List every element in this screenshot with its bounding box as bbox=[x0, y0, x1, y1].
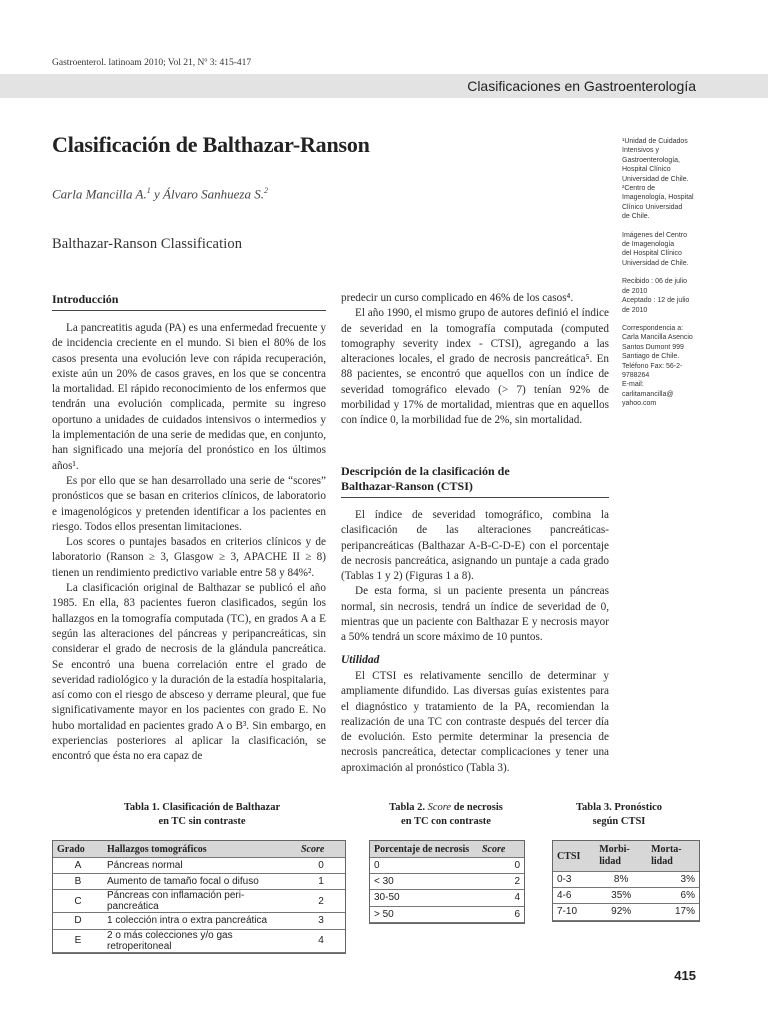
sidebar bbox=[622, 137, 718, 418]
sidebar-line: E-mail: bbox=[622, 381, 644, 389]
table-3-caption-line-1: Tabla 3. Pronóstico bbox=[575, 802, 663, 813]
t2-header-score: Score bbox=[478, 841, 524, 858]
table-row bbox=[53, 858, 345, 874]
sidebar-line: Carla Mancilla Asencio bbox=[622, 334, 693, 342]
sidebar-line: Hospital Clínico bbox=[622, 166, 671, 174]
table-cell: 3% bbox=[647, 872, 699, 888]
table-cell: 92% bbox=[595, 904, 647, 920]
affiliations bbox=[622, 137, 718, 222]
table-cell: 0 bbox=[478, 858, 524, 874]
intro-paragraph-1: La pancreatitis aguda (PA) es una enfermedad frecuente y de incidencia creciente en el mundo. Si bien el 80% de los casos presenta una evolución leve con rápida recuperación, existe aún un 20% de casos graves, en los que se concentra la mortalidad. El rápido reconocimiento de los enfermos que tendrán una evolución complicada, permite su ingreso oportuno a unidades de cuidados intensivos o intermedios y la implementación de una serie de medidas que, en conjunto, han significado una mejoría del pronóstico en los últimos años¹. bbox=[52, 322, 326, 472]
table-cell: 4 bbox=[297, 929, 345, 952]
t1-header-grado: Grado bbox=[53, 841, 103, 858]
table-cell: 4 bbox=[478, 890, 524, 906]
sidebar-line: de Chile. bbox=[622, 213, 650, 221]
sidebar-line: de 2010 bbox=[622, 287, 648, 295]
table-cell: 4-6 bbox=[553, 888, 595, 904]
intro-heading-rule bbox=[52, 310, 326, 311]
ctsi-heading-wrap bbox=[341, 464, 609, 498]
table-cell: 0 bbox=[297, 858, 345, 874]
intro-paragraph-4: La clasificación original de Balthazar se publicó el año 1985. En ella, 83 pacientes fueron clasificados, según los hallazgos en la tomografía computada (TC), en grados A a E según las alteraciones del páncreas y peripancreáticas, sin considerar el grado de necrosis de la glándula pancreática. Se encontró una buena correlación entre el grado de severidad radiológico y la duración de la estadía hospitalaria, así como con el riesgo de absceso y derrame pleural, que fue significativamente mayor en los pacientes con grado E. No hubo mortalidad en pacientes grado A o B³. Sin embargo, en experiencias posteriores al aplicar la clasificación, se encontró que ésta no era capaz de bbox=[52, 582, 326, 763]
table-1-caption bbox=[52, 801, 352, 829]
table-row bbox=[553, 872, 699, 888]
table-cell: 6 bbox=[478, 906, 524, 922]
t3-header-ctsi: CTSI bbox=[553, 841, 595, 872]
utilidad-subhead: Utilidad bbox=[341, 654, 380, 666]
right-column-bottom bbox=[341, 669, 609, 776]
t2-header-porcentaje: Porcentaje de necrosis bbox=[370, 841, 478, 858]
sidebar-line: Teléfono Fax: 56-2- bbox=[622, 362, 683, 370]
table-3-caption-line-2: según CTSI bbox=[592, 816, 646, 827]
sidebar-line: Gastroenterología, bbox=[622, 156, 680, 164]
table-3 bbox=[552, 840, 700, 922]
table-cell: 35% bbox=[595, 888, 647, 904]
table-2-caption-b: Score bbox=[427, 802, 452, 813]
t1-header-score: Score bbox=[297, 841, 345, 858]
table-3-caption bbox=[540, 801, 698, 829]
intro-column bbox=[52, 321, 326, 765]
t1-body bbox=[53, 858, 345, 953]
intro-paragraph-2: Es por ello que se han desarrollado una serie de “scores” pronósticos que se basan en criterios clínicos, de laboratorio e imagenológicos y pretenden identificar a los pacientes en riesgo. Todos ellos presentan limitaciones. bbox=[52, 474, 326, 533]
table-cell: A bbox=[53, 858, 103, 874]
dates bbox=[622, 277, 718, 315]
sidebar-line: Clínico Universidad bbox=[622, 203, 683, 211]
section-title: Clasificaciones en Gastroenterología bbox=[467, 78, 696, 94]
author-join: y bbox=[150, 186, 164, 202]
intro-paragraph-3: Los scores o puntajes basados en criterios clínicos y de laboratorio (Ranson ≥ 3, Glasgow ≥ 3, APACHE II ≥ 8) tienen un rendimiento predictivo variable entre 58 y 84%². bbox=[52, 536, 326, 579]
table-2-caption-a: Tabla 2. bbox=[389, 802, 428, 813]
table-cell: 0-3 bbox=[553, 872, 595, 888]
sidebar-line: Santiago de Chile. bbox=[622, 353, 680, 361]
table-row bbox=[370, 906, 524, 922]
right-column-mid bbox=[341, 508, 609, 646]
table-cell: Páncreas normal bbox=[103, 858, 297, 874]
page-number: 415 bbox=[674, 968, 696, 983]
table-cell: 2 bbox=[478, 874, 524, 890]
table-cell: 2 bbox=[297, 890, 345, 913]
sidebar-line: Universidad de Chile. bbox=[622, 259, 689, 267]
table-cell: < 30 bbox=[370, 874, 478, 890]
table-row bbox=[53, 874, 345, 890]
table-cell: 6% bbox=[647, 888, 699, 904]
author-2-affil: 2 bbox=[264, 186, 268, 195]
ctsi-heading-rule bbox=[341, 497, 609, 498]
sidebar-line: 9788264 bbox=[622, 371, 650, 379]
ctsi-heading-line-1: Descripción de la clasificación de bbox=[341, 464, 510, 478]
table-cell: B bbox=[53, 874, 103, 890]
table-cell: C bbox=[53, 890, 103, 913]
table-cell: 1 bbox=[297, 874, 345, 890]
table-row bbox=[53, 913, 345, 929]
right-paragraph-3: El índice de severidad tomográfico, combina la clasificación de las alteraciones pancreáticas-peripancreáticas (Balthazar A-B-C-D-E) con el porcentaje de necrosis pancreática, asignando un puntaje a cada grado (Tablas 1 y 2) (Figuras 1 a 8). bbox=[341, 509, 609, 583]
sidebar-line: carlitamancilla@ bbox=[622, 390, 674, 398]
table-cell: 0 bbox=[370, 858, 478, 874]
table-row bbox=[53, 929, 345, 952]
sidebar-line: Recibido : 06 de julio bbox=[622, 278, 687, 286]
right-paragraph-2: El año 1990, el mismo grupo de autores definió el índice de severidad en la tomografía computada (computed tomography severity index - CTSI), agregando a las alteraciones locales, el grado de necrosis pancreática⁵. En 88 pacientes, se encontró que aquellos con un índice de severidad tomográfico elevado (> 7) tenían 92% de morbilidad y 17% de mortalidad, mientras que en aquellos con índice 0, la morbilidad fue de 2%, sin mortalidad. bbox=[341, 307, 609, 427]
intro-heading: Introducción bbox=[52, 292, 119, 306]
t1-header-hallazgos: Hallazgos tomográficos bbox=[103, 841, 297, 858]
journal-reference: Gastroenterol. latinoam 2010; Vol 21, Nº 3: 415-417 bbox=[52, 58, 252, 68]
table-cell: 2 o más colecciones y/o gas retroperitoneal bbox=[103, 929, 297, 952]
table-cell: E bbox=[53, 929, 103, 952]
right-paragraph-5: El CTSI es relativamente sencillo de determinar y ampliamente difundido. Las diversas guías existentes para el diagnóstico y tratamiento de la PA, recomiendan la realización de una TC con contraste después del tercer día de evolución. Esto permite determinar la presencia de necrosis pancreática, detectar complicaciones y tener una aproximación al pronóstico (Tabla 3). bbox=[341, 670, 609, 774]
sidebar-line: ²Centro de bbox=[622, 185, 656, 193]
table-cell: Páncreas con inflamación peri-pancreática bbox=[103, 890, 297, 913]
correspondence bbox=[622, 324, 718, 409]
table-cell: 1 colección intra o extra pancreática bbox=[103, 913, 297, 929]
t2-body bbox=[370, 858, 524, 923]
sidebar-line: de Imagenología bbox=[622, 241, 675, 249]
sidebar-line: Intensivos y bbox=[622, 147, 659, 155]
sidebar-line: del Hospital Clínico bbox=[622, 250, 682, 258]
article-title: Clasificación de Balthazar-Ranson bbox=[52, 132, 370, 157]
author-1: Carla Mancilla A. bbox=[52, 186, 147, 202]
sidebar-line: Aceptado : 12 de julio bbox=[622, 297, 690, 305]
ctsi-heading-line-2: Balthazar-Ranson (CTSI) bbox=[341, 479, 473, 493]
author-2: Álvaro Sanhueza S. bbox=[163, 186, 264, 202]
intro-heading-wrap bbox=[52, 292, 326, 311]
sidebar-line: yahoo.com bbox=[622, 400, 657, 408]
t3-header-morbilidad: Morbi- lidad bbox=[595, 841, 647, 872]
right-paragraph-1: predecir un curso complicado en 46% de los casos⁴. bbox=[341, 292, 574, 304]
author-1-affil: 1 bbox=[146, 186, 151, 195]
table-cell: > 50 bbox=[370, 906, 478, 922]
table-row bbox=[370, 874, 524, 890]
table-cell: 7-10 bbox=[553, 904, 595, 920]
sidebar-line: Imágenes del Centro bbox=[622, 231, 687, 239]
table-2-caption-c: de necrosis bbox=[451, 802, 503, 813]
t3-header-mortalidad: Morta- lidad bbox=[647, 841, 699, 872]
t3-body bbox=[553, 872, 699, 921]
table-2-caption bbox=[369, 801, 523, 829]
table-2-caption-line-2: en TC con contraste bbox=[401, 816, 491, 827]
table-cell: 17% bbox=[647, 904, 699, 920]
table-1-caption-line-2: en TC sin contraste bbox=[158, 816, 246, 827]
sidebar-line: Universidad de Chile. bbox=[622, 175, 689, 183]
sidebar-line: ¹Unidad de Cuidados bbox=[622, 138, 688, 145]
table-cell: Aumento de tamaño focal o difuso bbox=[103, 874, 297, 890]
table-2 bbox=[369, 840, 525, 924]
table-1 bbox=[52, 840, 346, 954]
table-cell: 3 bbox=[297, 913, 345, 929]
table-row bbox=[553, 888, 699, 904]
english-title: Balthazar-Ranson Classification bbox=[52, 236, 243, 252]
table-row bbox=[53, 890, 345, 913]
table-row bbox=[553, 904, 699, 920]
right-paragraph-4: De esta forma, si un paciente presenta un páncreas normal, sin necrosis, tendrá un índice de severidad de 0, mientras que un paciente con Balthazar E y necrosis mayor a 50% tendrá un score máximo de 10 puntos. bbox=[341, 585, 609, 644]
authors bbox=[52, 186, 268, 202]
sidebar-line: Correspondencia a: bbox=[622, 324, 684, 332]
table-row bbox=[370, 890, 524, 906]
sidebar-line: Santos Dumont 999 bbox=[622, 343, 684, 351]
sidebar-line: Imagenología, Hospital bbox=[622, 194, 694, 202]
table-1-caption-line-1: Tabla 1. Clasificación de Balthazar bbox=[123, 802, 281, 813]
images-note bbox=[622, 231, 718, 269]
sidebar-line: de 2010 bbox=[622, 306, 648, 314]
table-row bbox=[370, 858, 524, 874]
table-cell: 30-50 bbox=[370, 890, 478, 906]
table-cell: D bbox=[53, 913, 103, 929]
right-column-top bbox=[341, 291, 609, 429]
table-cell: 8% bbox=[595, 872, 647, 888]
